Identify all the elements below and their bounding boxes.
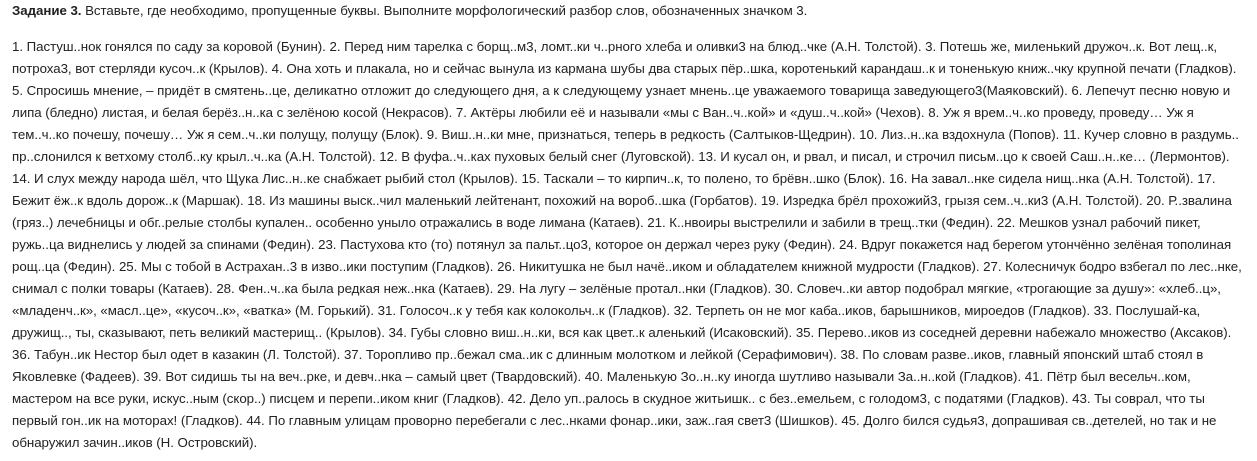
exercise-text: 1. Пастуш..нок гонялся по саду за коровой (Бунин). 2. Перед ним тарелка с борщ..м3, ломт..ки ч..рного хлеба и оливки3 на блюд..чке (А.Н. Толстой). 3. Потешь же, миленький дружоч..к. Вот лещ..к, потроха3, вот стерляди кусоч..к (Крылов). 4. Она хоть и плакала, но и сейчас вынула из кармана шубы два старых пёр..шка, коротенький карандаш..к и тоненькую книж..чку крупной печати (Гладков). 5. Спросишь мнение, – придёт в смятень..це, деликатно отложит до следующего дня, а к следующему узнает мнень..це уважаемого товарища заведующего3(Маяковский). 6. Лепечут песню новую и липа (бледно) листая, и белая берёз..н..ка с зелёною косой (Некрасов). 7. Актёры любили её и называли «мы с Ван..ч..кой» и «душ..ч..кой» (Чехов). 8. Уж я врем..ч..ко проведу, проведу… Уж я тем..ч..ко почешу, почешу… Уж я сем..ч..ки полущу, полущу (Блок). 9. Виш..н..ки мне, признаться, теперь в редкость (Салтыков-Щедрин). 10. Лиз..н..ка вздохнула (Попов). 11. Кучер словно в раздумь.. пр..слонился к ветхому столб..ку крыл..ч..ка (А.Н. Толстой). 12. В фуфа..ч..ках пуховых белый снег (Луговской). 13. И кусал он, и рвал, и писал, и строчил письм..цо к своей Саш..н..ке… (Лермонтов). 14. И слух между народа шёл, что Щука Лис..н..ке снабжает рыбий стол (Крылов). 15. Таскали – то кирпич..к, то полено, то брёвн..шко (Блок). 16. На завал..нке сидела нищ..нка (А.Н. Толстой). 17. Бежит ёж..к вдоль дорож..к (Маршак). 18. Из машины выск..чил маленький лейтенант, похожий на вороб..шка (Горбатов). 19. Изредка брёл прохожий3, грызя сем..ч..ки3 (А.Н. Толстой). 20. Р..звалина (гряз..) лечебницы и обг..релые столбы купален.. особенно уныло отражались в воде лимана (Катаев). 21. К..нвоиры выстрелили и забили в трещ..тки (Федин). 22. Мешков узнал рабочий пикет, ружь..ца виднелись у людей за спинами (Федин). 23. Пастухова кто (то) потянул за пальт..цо3, которое он держал через руку (Федин). 24. Вдруг покажется над берегом утончённо зелёная тополиная рощ..ца (Федин). 25. Мы с тобой в Астрахан..3 в изво..ики поступим (Гладков). 26. Никитушка не был начё..иком и обладателем книжной мудрости (Гладков). 27. Колесничук бодро взбегал по лес..нке, снимал с полки товары (Катаев). 28. Фен..ч..ка была редкая неж..нка (Катаев). 29. На лугу – зелёные протал..нки (Гладков). 30. Словеч..ки автор подобрал мягкие, «трогающие за душу»: «хлеб..ц», «младенч..к», «масл..це», «кусоч..к», «ватка» (М. Горький). 31. Голосоч..к у тебя как колокольч..к (Гладков). 32. Терпеть он не мог каба..иков, барышников, мироедов (Гладков). 33. Послушай-ка, дружищ.., ты, сказывают, петь великий мастерищ.. (Крылов). 34. Губы словно виш..н..ки, вся как цвет..к аленький (Исаковский). 35. Перево..иков из соседней деревни набежало множество (Аксаков). 36. Табун..ик Нестор был одет в казакин (Л. Толстой). 37. Торопливо пр..бежал сма..ик с длинным молотком и лейкой (Серафимович). 38. По словам разве..иков, главный японский штаб стоял в Яковлевке (Фадеев). 39. Вот сидишь ты на веч..рке, и девч..нка – самый цвет (Твардовский). 40. Маленькую Зо..н..ку иногда шутливо называли За..н..кой (Гладков). 41. Пётр был весельч..ком, мастером на все руки, искус..ным (скор..) писцем и перепи..иком книг (Гладков). 42. Дело уп..ралось в скудное житьишк.. с без..емельем, с голодом3, с податями (Гладков). 43. Ты соврал, что ты первый гон..ик на моторах! (Гладков). 44. По главным улицам проворно перебегали с лес..нками фонар..ики, заж..гая свет3 (Шишков). 45. Долго бился судья3, допрашивая св..детелей, но так и не обнаружил зачин..иков (Н. Островский).	[12, 39, 1242, 450]
task-label: Задание 3.	[12, 3, 82, 18]
task-instruction: Вставьте, где необходимо, пропущенные буквы. Выполните морфологический разбор слов, обозначенных значком 3.	[81, 3, 808, 18]
task-header	[12, 0, 1245, 20]
